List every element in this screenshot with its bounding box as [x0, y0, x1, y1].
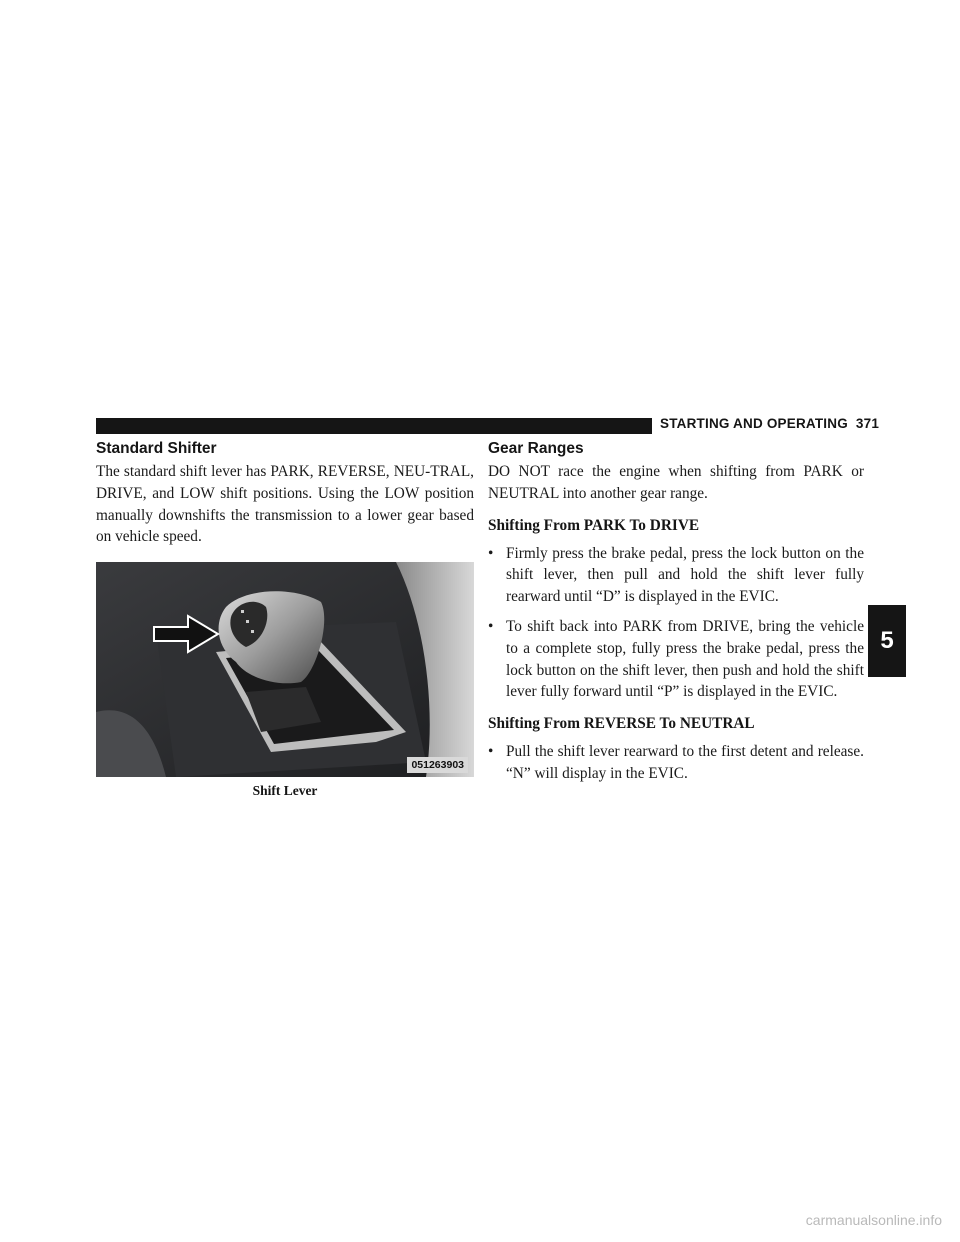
chapter-tab: 5: [868, 605, 906, 677]
list-item-text: Firmly press the brake pedal, press the lock button on the shift lever, then pull and hold the shift lever fully rearward until “D” is displayed in the EVIC.: [506, 544, 864, 606]
heading-gear-ranges: Gear Ranges: [488, 440, 584, 457]
right-column: [488, 440, 864, 793]
list-item: [488, 741, 864, 785]
watermark: carmanualsonline.info: [805, 1212, 942, 1228]
heading-standard-shifter: Standard Shifter: [96, 440, 217, 457]
bullet-icon: •: [488, 617, 494, 635]
page-number: 371: [855, 416, 880, 431]
subheading-park-to-drive: Shifting From PARK To DRIVE: [488, 516, 700, 534]
running-header: [660, 416, 880, 431]
list-item: [488, 616, 864, 703]
section-title: STARTING AND OPERATING: [660, 416, 848, 431]
list-item-text: To shift back into PARK from DRIVE, bring the vehicle to a complete stop, fully press the brake pedal, press the lock button on the shift lever, then push and hold the shift lever fully forward until “P” is displayed in the EVIC.: [506, 617, 864, 701]
list-item: [488, 543, 864, 608]
reverse-to-neutral-list: [488, 741, 864, 785]
bullet-icon: •: [488, 743, 494, 761]
bullet-icon: •: [488, 544, 494, 562]
shifter-description: The standard shift lever has PARK, REVERSE, NEU-TRAL, DRIVE, and LOW shift positions. Using the LOW position manually downshifts the transmission to a lower gear based on vehicle speed.: [96, 463, 474, 546]
figure-code: 051263903: [407, 757, 468, 773]
gear-ranges-intro: DO NOT race the engine when shifting from PARK or NEUTRAL into another gear range.: [488, 463, 864, 502]
left-column: [96, 440, 474, 799]
header-rule: [96, 418, 652, 434]
shift-lever-photo: [96, 562, 474, 777]
list-item-text: Pull the shift lever rearward to the first detent and release. “N” will display in the EVIC.: [506, 743, 864, 782]
shift-lever-illustration: [96, 562, 474, 777]
figure-caption: Shift Lever: [252, 783, 318, 799]
subheading-reverse-to-neutral: Shifting From REVERSE To NEUTRAL: [488, 715, 755, 733]
park-to-drive-list: [488, 543, 864, 704]
